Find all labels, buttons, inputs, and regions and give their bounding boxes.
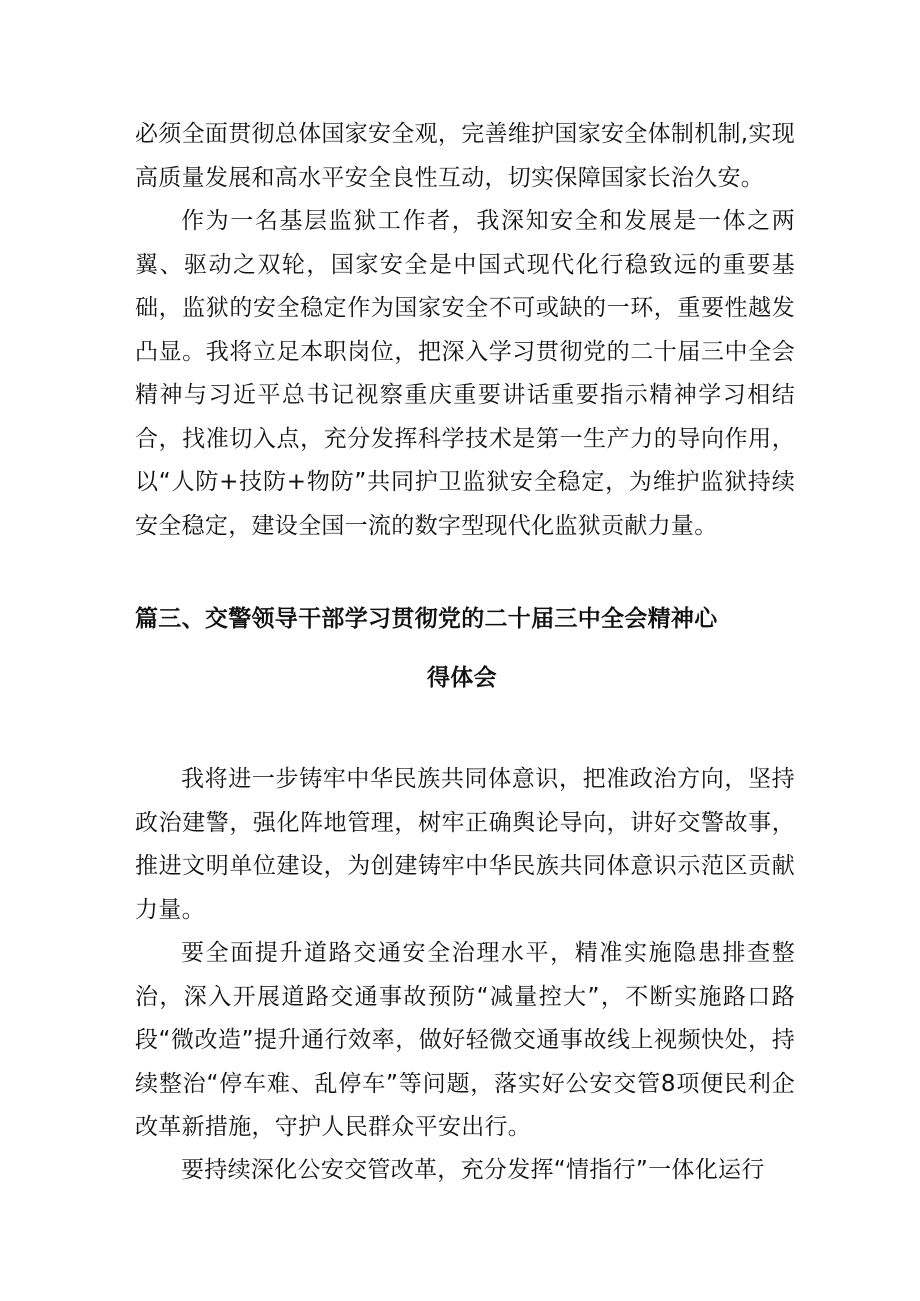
paragraph-continued: 必须全面贯彻总体国家安全观，完善维护国家安全体制机制,实现高质量发展和高水平安全良性互动，切实保障国家长治久安。: [135, 121, 796, 191]
paragraph-national-unity: 我将进一步铸牢中华民族共同体意识，把准政治方向，坚持政治建警，强化阵地管理，树牢正确舆论导向，讲好交警故事，推进文明单位建设，为创建铸牢中华民族共同体意识示范区贡献力量。: [135, 766, 795, 923]
paragraph-prison-security: 作为一名基层监狱工作者，我深知安全和发展是一体之两翼、驱动之双轮，国家安全是中国式现代化行稳致远的重要基础，监狱的安全稳定作为国家安全不可或缺的一环，重要性越发凸显。我将立足本职岗位，把深入学习贯彻党的二十届三中全会精神与习近平总书记视察重庆重要讲话重要指示精神学习相结合，找准切入点，充分发挥科学技术是第一生产力的导向作用，以“人防+技防+物防”共同护卫监狱安全稳定，为维护监狱持续安全稳定，建设全国一流的数字型现代化监狱贡献力量。: [135, 208, 795, 539]
paragraph-road-safety: 要全面提升道路交通安全治理水平，精准实施隐患排查整治，深入开展道路交通事故预防“减量控大”，不断实施路口路段“微改造”提升通行效率，做好轻微交通事故线上视频快处，持续整治“停车难、乱停车”等问题，落实好公安交管8项便民利企改革新措施，守护人民群众平安出行。: [135, 940, 795, 1140]
section-heading-line-1: 篇三、交警领导干部学习贯彻党的二十届三中全会精神心: [135, 606, 718, 632]
paragraph-reform: 要持续深化公安交管改革，充分发挥“情指行”一体化运行: [181, 1157, 765, 1183]
section-heading-line-2: 得体会: [427, 665, 497, 691]
